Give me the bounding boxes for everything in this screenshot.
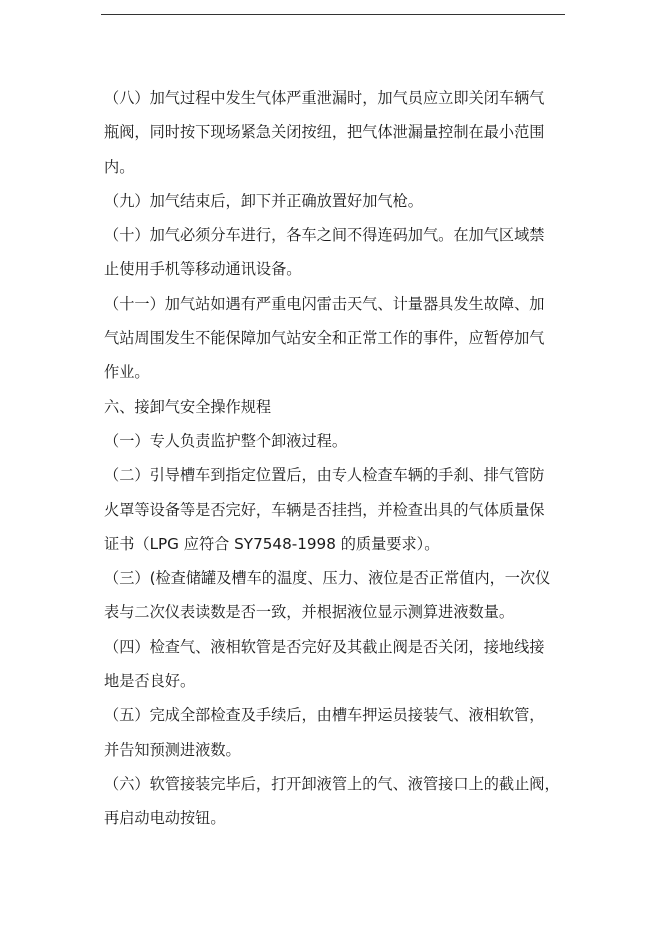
text-line: 地是否良好。 (104, 672, 196, 691)
text-line: （一）专人负责监护整个卸液过程。 (104, 431, 347, 450)
text-line: （三）(检查储罐及槽车的温度、压力、液位是否正常值内，一次仪 (104, 569, 551, 588)
section-heading: 六、接卸气安全操作规程 (104, 397, 272, 416)
text-line: 瓶阀，同时按下现场紧急关闭按纽，把气体泄漏量控制在最小范围 (104, 123, 545, 142)
header-rule (101, 14, 565, 15)
text-line: 证书（LPG 应符合 SY7548-1998 的质量要求）。 (104, 534, 440, 553)
text-line: 气站周围发生不能保障加气站安全和正常工作的事件，应暂停加气 (104, 329, 545, 348)
text-line: 并告知预测进液数。 (104, 740, 241, 759)
text-line: （十）加气必须分车进行，各车之间不得连码加气。在加气区域禁 (104, 226, 545, 245)
text-line: （六）软管接装完毕后，打开卸液管上的气、液管接口上的截止阀， (104, 774, 560, 793)
text-line: （四）检查气、液相软管是否完好及其截止阀是否关闭，接地线接 (104, 637, 545, 656)
text-line: 再启动电动按钮。 (104, 809, 226, 828)
text-line: 火罩等设备等是否完好，车辆是否挂挡，并检查出具的气体质量保 (104, 500, 545, 519)
text-line: （十一）加气站如遇有严重电闪雷击天气、计量器具发生故障、加 (104, 294, 545, 313)
text-line: 作业。 (104, 363, 150, 382)
text-line: 表与二次仪表读数是否一致，并根据液位显示测算进液数量。 (104, 603, 515, 622)
text-line: 止使用手机等移动通讯设备。 (104, 260, 302, 279)
text-line: （五）完成全部检查及手续后，由槽车押运员接装气、液相软管， (104, 706, 545, 725)
document-body (104, 81, 564, 836)
text-line: （二）引导槽车到指定位置后，由专人检查车辆的手刹、排气管防 (104, 466, 545, 485)
text-line: （九）加气结束后，卸下并正确放置好加气枪。 (104, 191, 423, 210)
text-line: 内。 (104, 157, 135, 176)
text-line: （八）加气过程中发生气体严重泄漏时，加气员应立即关闭车辆气 (104, 89, 545, 107)
